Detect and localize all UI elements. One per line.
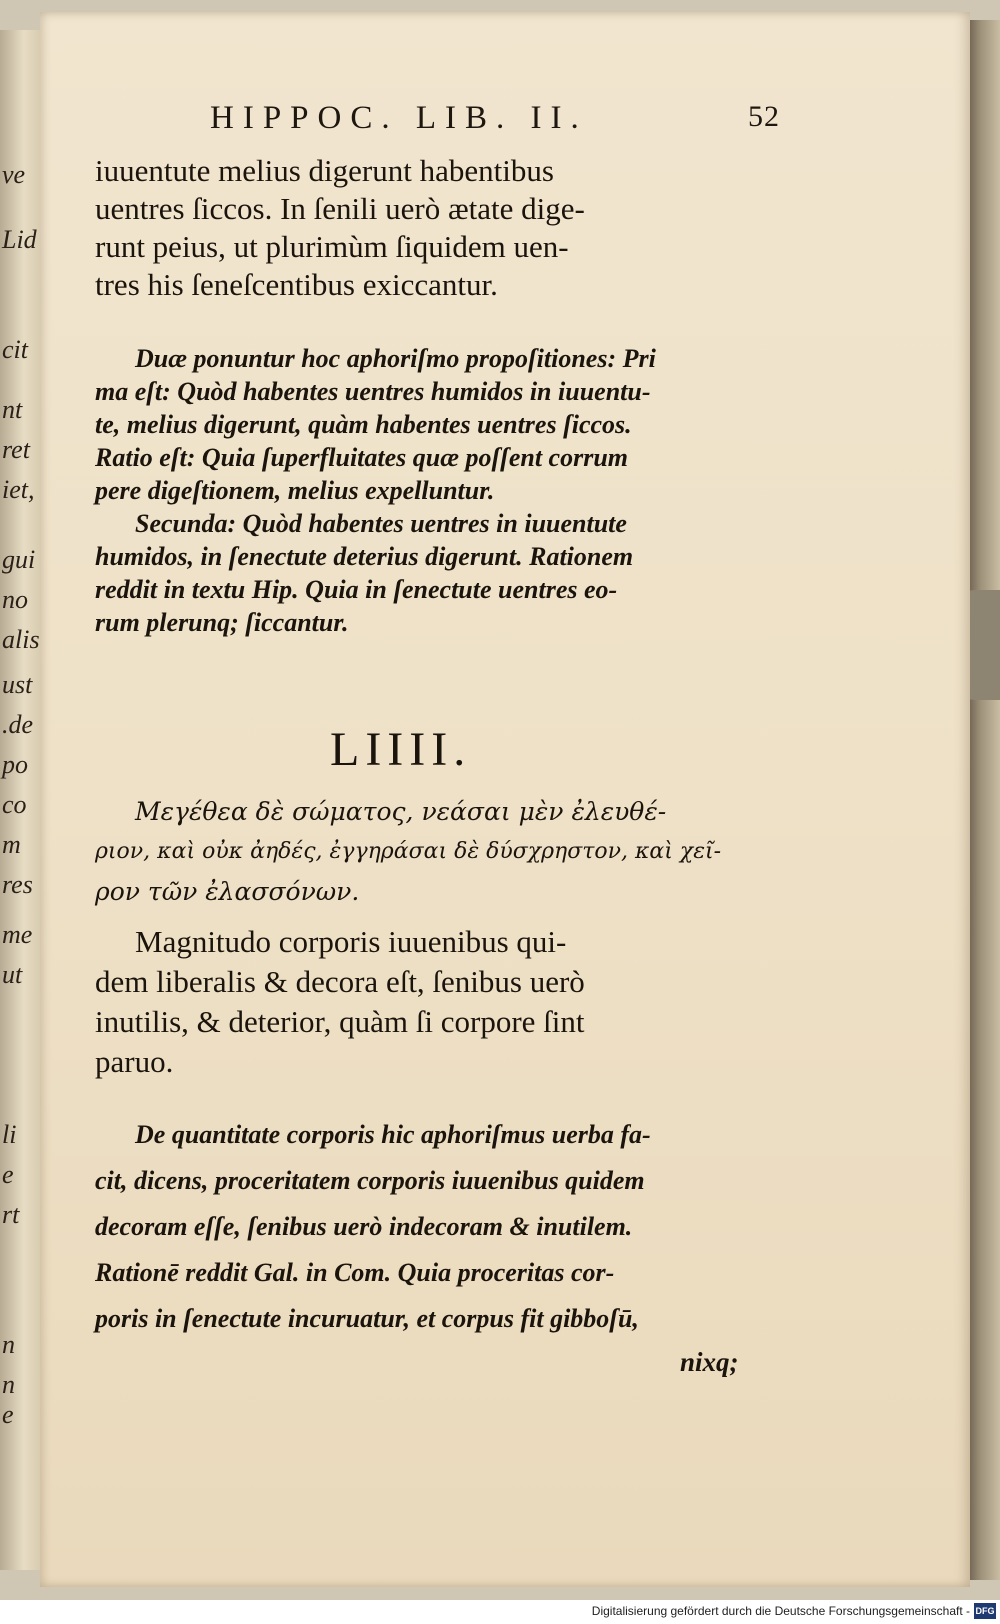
margin-fragment: m — [2, 830, 21, 859]
dfg-logo: DFG — [974, 1603, 996, 1619]
margin-fragment: .de — [2, 710, 34, 739]
margin-fragment: me — [2, 920, 33, 949]
commentary-block-2 — [95, 1112, 775, 1342]
text-line: paruo. — [95, 1044, 174, 1079]
margin-fragment: n — [2, 1370, 15, 1399]
text-line: rum plerunq; ſiccantur. — [95, 608, 349, 637]
section-numeral: LIIII. — [330, 723, 472, 776]
text-line: humidos, in ſenectute deterius digerunt. Rationem — [95, 542, 634, 571]
running-title: HIPPOC. LIB. II. — [210, 100, 588, 136]
text-line: pere digeſtionem, melius expelluntur. — [95, 476, 495, 505]
text-line: ma eſt: Quòd habentes uentres humidos in iuuentu- — [95, 377, 651, 406]
text-line: uentres ſiccos. In ſenili uerò ætate dige- — [95, 191, 585, 226]
margin-fragment: alis — [2, 625, 40, 654]
text-line: Duæ ponuntur hoc aphoriſmo propoſitiones: Pri — [135, 344, 656, 373]
text-line: decoram eſſe, ſenibus uerò indecoram & inutilem. — [95, 1212, 633, 1241]
text-line: De quantitate corporis hic aphoriſmus uerba fa- — [135, 1120, 651, 1149]
funding-notice: Digitalisierung gefördert durch die Deutsche Forschungsgemeinschaft - — [591, 1604, 970, 1618]
text-line: reddit in textu Hip. Quia in ſenectute uentres eo- — [95, 575, 618, 604]
margin-fragment: e — [2, 1160, 14, 1189]
margin-fragment: nt — [2, 395, 23, 424]
text-line: cit, dicens, proceritatem corporis iuuenibus quidem — [95, 1166, 645, 1195]
latin-aphorism — [95, 922, 775, 1082]
margin-fragment: li — [2, 1120, 17, 1149]
margin-fragment: cit — [2, 335, 28, 364]
margin-fragment: Lid — [2, 225, 37, 254]
catchword: nixq; — [680, 1347, 739, 1377]
text-line: Secunda: Quòd habentes uentres in iuuentute — [135, 509, 627, 538]
greek-aphorism — [95, 792, 775, 912]
page-number: 52 — [748, 100, 780, 133]
margin-fragment: po — [2, 750, 28, 779]
commentary-block-1 — [95, 342, 775, 639]
aphorism-text — [95, 152, 775, 304]
margin-fragment: n — [2, 1330, 15, 1359]
margin-fragment: ret — [2, 435, 30, 464]
digitization-footer — [0, 1600, 1000, 1624]
previous-page-edge — [0, 30, 41, 1570]
margin-fragment: iet, — [2, 475, 35, 504]
margin-fragment: co — [2, 790, 27, 819]
text-line: Μεγέθεα δὲ σώματος, νεάσαι μὲν ἐλευθέ- — [135, 797, 667, 826]
text-line: ρον τῶν ἐλασσόνων. — [95, 877, 360, 906]
text-line: iuuentute melius digerunt habentibus — [95, 153, 554, 188]
text-line: inutilis, & deterior, quàm ſi corpore ſint — [95, 1004, 585, 1039]
text-line: runt peius, ut plurimùm ſiquidem uen- — [95, 229, 569, 264]
margin-fragment: ve — [2, 160, 26, 189]
text-line: ριον, καὶ οὐκ ἀηδές, ἐγγηράσαι δὲ δύσχρηστον, καὶ χεῖ- — [95, 839, 722, 864]
margin-fragment: e — [2, 1400, 14, 1429]
text-line: dem liberalis & decora eſt, ſenibus uerò — [95, 964, 585, 999]
margin-fragment: no — [2, 585, 28, 614]
text-line: te, melius digerunt, quàm habentes uentres ſiccos. — [95, 410, 632, 439]
text-line: tres his ſeneſcentibus exiccantur. — [95, 267, 498, 302]
margin-fragment: rt — [2, 1200, 20, 1229]
margin-fragment: ut — [2, 960, 23, 989]
text-line: Magnitudo corporis iuuenibus qui- — [135, 924, 567, 959]
book-page — [40, 12, 970, 1587]
margin-fragment: res — [2, 870, 33, 899]
book-edge-right — [968, 20, 1000, 1580]
margin-fragment: ust — [2, 670, 33, 699]
text-line: poris in ſenectute incuruatur, et corpus fit gibboſū, — [95, 1304, 639, 1333]
margin-fragment: gui — [2, 545, 36, 574]
text-line: Rationē reddit Gal. in Com. Quia proceritas cor- — [95, 1258, 615, 1287]
text-line: Ratio eſt: Quia ſuperfluitates quæ poſſent corrum — [95, 443, 629, 472]
running-header — [210, 100, 780, 137]
